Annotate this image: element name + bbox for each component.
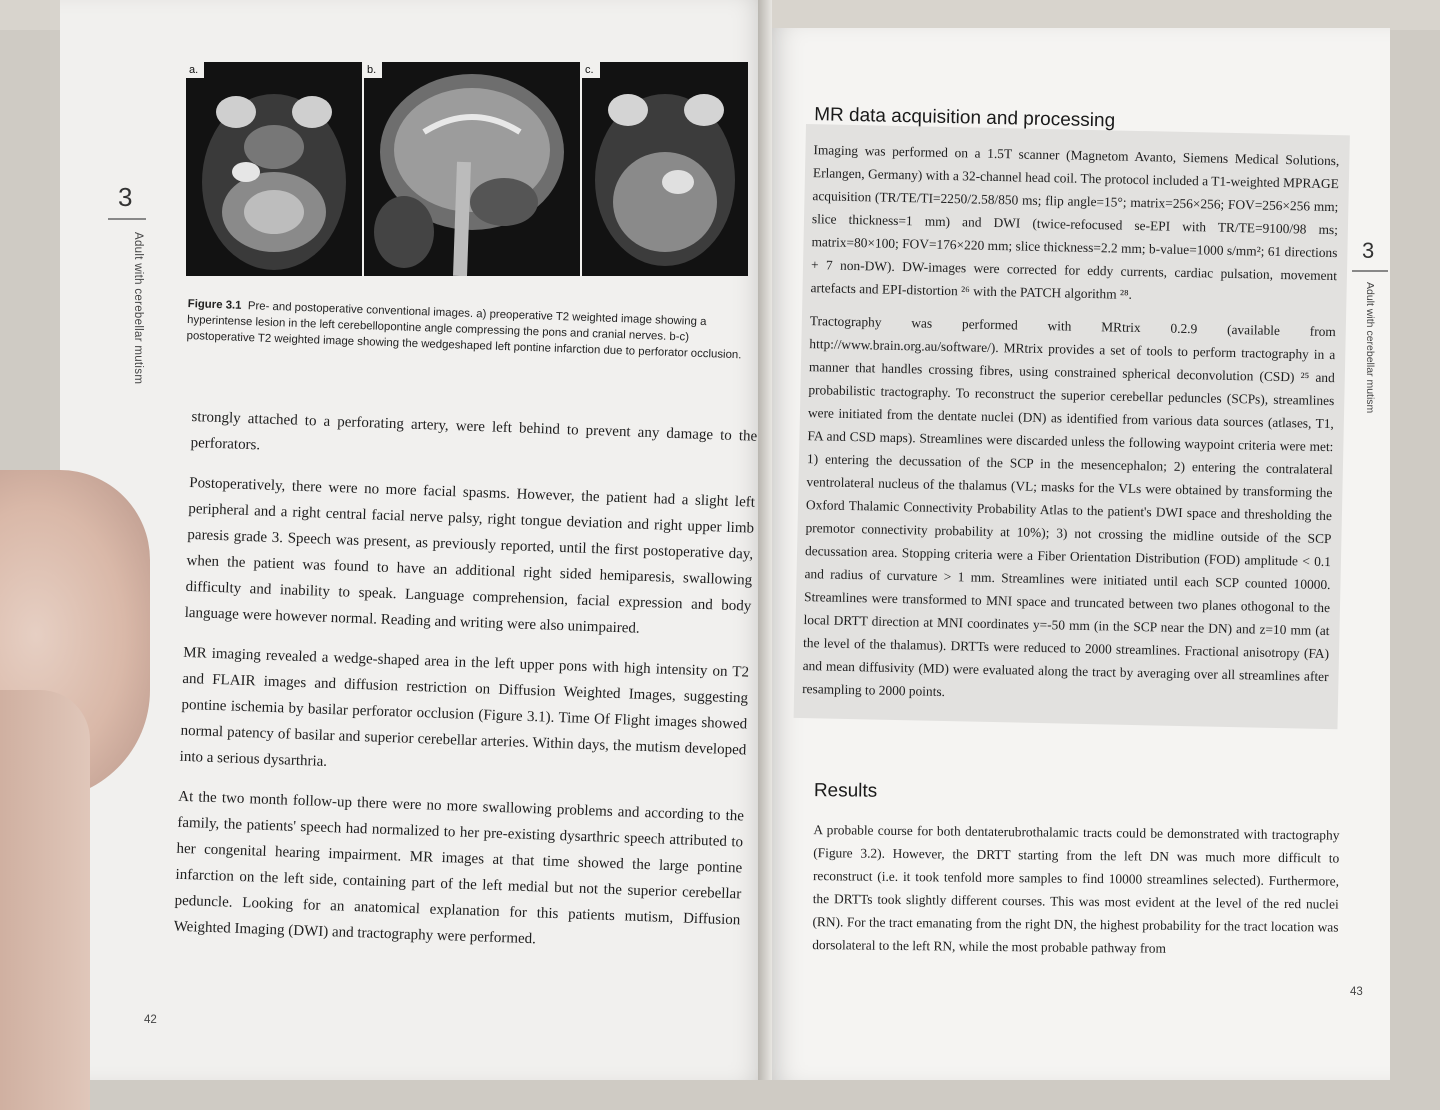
section-mr-acquisition	[794, 104, 1350, 729]
right-paragraph-2: Tractography was performed with MRtrix 0.2.9 (available from http://www.brain.org.au/software/). MRtrix provides a set of tools to perform tractography in a manner that handles crossing fibres, using constrained spherical deconvolution (CSD) ²⁵ and probabilistic tractography. To reconstruct the superior cerebellar peduncles (SCPs), streamlines were initiated from the dentate nuclei (DN) as identified from various data sources (atlases, T1, FA and CSD maps). Streamlines were discarded unless the following waypoint criteria were met: 1) entering the decussation of the SCP in the mesencephalon; 2) entering the contralateral ventrolateral nucleus of the thalamus (VL; masks for the VLs were obtained by transforming the Oxford Thalamic Connectivity Probability Atlas to the patient's DWI space and thresholding the premotor connectivity probability at 10%); 3) not crossing the midline outside of the SCP decussation area. Stopping criteria were a Fiber Orientation Distribution (FOD) amplitude < 0.1 and radius of curvature > 1 mm. Streamlines were initiated until each SCP counted 10000. Streamlines were transformed to MNI space and truncated between two planes othogonal to the local DRTT direction at MNI coordinates y=-50 mm (in the SCP near the DN) and z=10 mm (at the level of the thalamus). DRTTs were reduced to 2000 streamlines. Fractional anisotropy (FA) and mean diffusivity (MD) were evaluated along the tract by averaging over all streamlines after resampling to 2000 points.	[802, 313, 1336, 700]
left-paragraph-4: At the two month follow-up there were no more swallowing problems and according to the family, the patients' speech had normalized to her pre-existing dysarthric speech attributed to her congenital hearing impairment. MR images at that time showed the large pontine infarction on the left side, containing part of the left medial but not the superior cerebellar peduncle. Looking for an anatomical explanation for this patients mutism, Diffusion Weighted Imaging (DWI) and tractography were performed.	[173, 788, 745, 948]
chapter-title-right: Adult with cerebellar mutism	[1364, 282, 1376, 414]
page-number-left: 42	[144, 1014, 157, 1026]
mri-figure-strip	[186, 62, 748, 276]
figure-label-a: a.	[186, 62, 204, 78]
right-paragraph-1: Imaging was performed on a 1.5T scanner (Magnetom Avanto, Siemens Medical Solutions, Erlangen, Germany) with a 32-channel head coil. The protocol included a T1-weighted MPRAGE acquisition (TR/TE/TI=2250/2.58/850 ms; flip angle=15°; matrix=256×256; FOV=256×256 mm; slice thickness=1 mm) and DWI (twice-refocused se-EPI with TR/TE=9100/98 ms; matrix=80×100; FOV=176×220 mm; slice thickness=2.2 mm; b-value=1000 s/mm²; 61 directions + 7 non-DW). DW-images were corrected for eddy currents, cardiac pulsation, movement artefacts and EPI-distortion ²⁶ with the PATCH algorithm ²⁸.	[810, 142, 1340, 302]
results-paragraph: A probable course for both dentaterubrothalamic tracts could be demonstrated with tractography (Figure 3.2). However, the DRTT starting from the left DN was much more difficult to reconstruct (i.e. it took tenfold more samples to find 10000 streamlines selected). Furthermore, the DRTTs took slightly different courses. This was most evident at the level of the red nuclei (RN). For the tract emanating from the right DN, the highest probability for the tract location was dorsolateral to the left RN, while the most probable pathway from	[812, 822, 1340, 956]
chapter-number-right: 3	[1362, 238, 1375, 263]
mri-scan-b	[364, 62, 580, 276]
left-paragraph-3: MR imaging revealed a wedge-shaped area in the left upper pons with high intensity on T2 and FLAIR images and diffusion restriction on Diffusion Weighted Images, suggesting pontine ischemia by basilar perforator occlusion (Figure 3.1). Time Of Flight images showed normal patency of basilar and superior cerebellar arteries. Within days, the mutism developed into a serious dysarthria.	[179, 644, 750, 770]
chapter-rule-left	[108, 218, 146, 220]
figure-caption-text: Pre- and postoperative conventional images. a) preoperative T2 weighted image showing a hyperintense lesion in the left cerebellopontine angle compressing the pons and cranial nerves. b-c) postoperative T2 weighted image showing the wedgeshaped left pontine infarction due to perforator occlusion.	[186, 300, 742, 362]
mri-scan-a	[186, 62, 362, 276]
axial-brain-image-a	[186, 62, 362, 276]
section-heading-mr: MR data acquisition and processing	[813, 104, 1116, 132]
section-results	[804, 780, 1350, 972]
figure-label-b: b.	[364, 62, 382, 78]
chapter-title-left: Adult with cerebellar mutism	[132, 232, 144, 385]
sagittal-brain-image-b	[364, 62, 580, 276]
left-paragraph-2: Postoperatively, there were no more facial spasms. However, the patient had a slight left peripheral and a right central facial nerve palsy, right tongue deviation and right upper limb paresis grade 3. Speech was present, as previously reported, until the first postoperative day, when the patient was found to have an additional right sided hemiparesis, swallowing difficulty and inability to speak. Language comprehension, facial expression and body language were however normal. Reading and writing were also unimpaired.	[184, 474, 756, 637]
chapter-rule-right	[1352, 270, 1388, 272]
page-number-right: 43	[1350, 986, 1363, 998]
hand-palm	[0, 690, 90, 1110]
left-body-text	[173, 404, 758, 973]
axial-brain-image-c	[582, 62, 748, 276]
mri-scan-c	[582, 62, 748, 276]
left-paragraph-1: strongly attached to a perforating artery, were left behind to prevent any damage to the perforators.	[190, 408, 758, 454]
figure-label-c: c.	[582, 62, 600, 78]
figure-caption-label: Figure 3.1	[187, 297, 242, 312]
book-gutter	[758, 0, 772, 1080]
section-heading-results: Results	[813, 780, 878, 802]
chapter-number-left: 3	[118, 182, 133, 212]
